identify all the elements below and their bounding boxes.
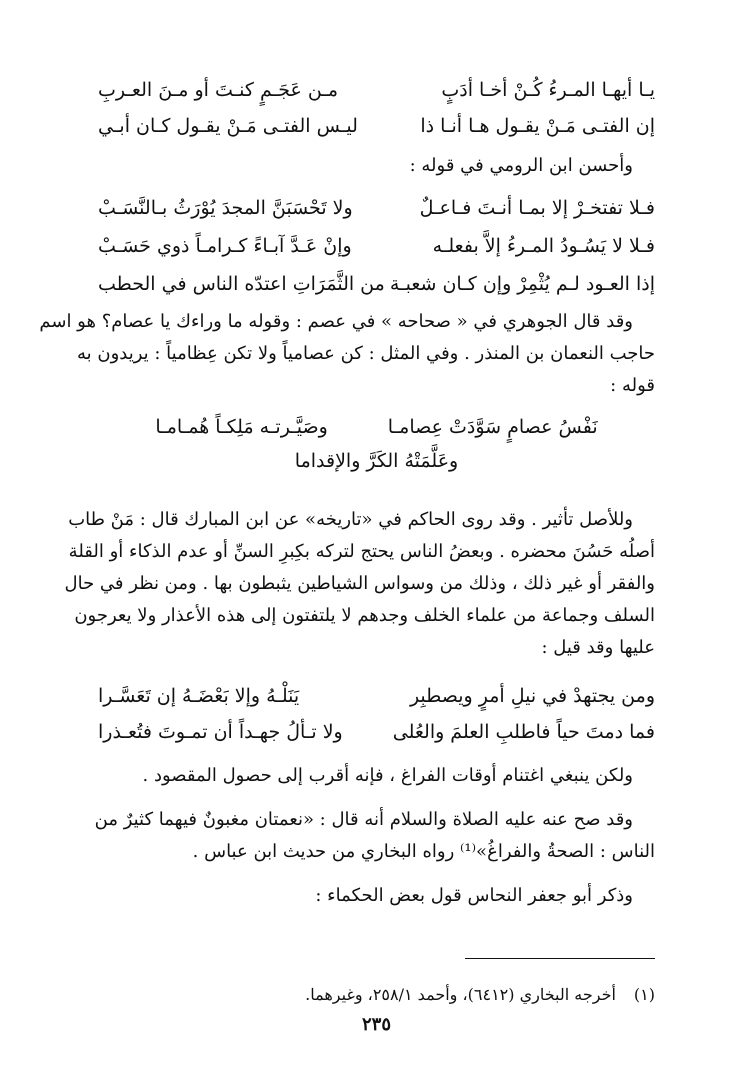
paragraph-line: وللأصل تأثير . وقد روى الحاكم في «تاريخه» عن ابن المبارك قال : مَنْ طاب xyxy=(68,509,633,530)
verse-single-hemistich: وعَلَّمَتْهُ الكَرَّ والإقداما xyxy=(294,450,459,472)
verse-first-hemistich: فما دمتَ حياً فاطلبِ العلمَ والعُلى xyxy=(392,721,655,743)
verse-second-hemistich: مـن عَجَـمٍ كنـتَ أو مـنَ العـربِ xyxy=(98,79,339,101)
verse-row xyxy=(98,714,655,750)
page-number: ٢٣٥ xyxy=(361,1014,391,1035)
verse-second-hemistich: ولا تَحْسَبَنَّ المجدَ يُوْرَثُ بـالنَّسَـبْ xyxy=(98,197,353,219)
verse-first-hemistich: يـا أيهـا المـرءُ كُـنْ أخـا أدَبٍ xyxy=(441,79,655,101)
verse-row xyxy=(98,410,655,444)
paragraph-line: وذكر أبو جعفر النحاس قول بعض الحكماء : xyxy=(315,885,633,906)
paragraph-line: السلف وجماعة من علماء الخلف وجدهم لا يلتفتون إلى هذه الأعذار ولا يعرجون xyxy=(74,605,655,626)
paragraph-line: عليها وقد قيل : xyxy=(541,637,655,658)
verse-first-hemistich: إذا العـود لـم يُثْمِرْ وإن كـان شعبـة xyxy=(389,273,655,295)
paragraph-line: حاجب النعمان بن المنذر . وفي المثل : كن عصامياً ولا تكن عِظامياً : يريدون به xyxy=(76,343,655,364)
verse-second-hemistich: وصَيَّـرتـه مَلِكـاً هُمـامـا xyxy=(155,416,328,438)
paragraph-line: قوله : xyxy=(610,375,655,396)
footnote xyxy=(95,980,655,1010)
verse-first-hemistich: فـلا لا يَسُـودُ المـرءُ إلاَّ بفعلـه xyxy=(432,235,655,257)
verse-row xyxy=(98,678,655,714)
verse-second-hemistich: وإنْ عَـدَّ آبـاءً كـرامـاً ذوي حَسَـبْ xyxy=(98,235,352,257)
verse-row xyxy=(98,72,655,108)
verse-first-hemistich: نَفْسُ عصامٍ سَوَّدَتْ عِصامـا xyxy=(387,416,598,438)
verse-second-hemistich: ليـس الفتـى مَـنْ يقـول كـان أبـي xyxy=(98,115,358,137)
verse-second-hemistich: من الثَّمَرَاتِ اعتدّه الناس في الحطب xyxy=(98,273,385,295)
paragraph-line: ولكن ينبغي اغتنام أوقات الفراغ ، فإنه أقرب إلى حصول المقصود . xyxy=(142,765,633,786)
paragraph-line: والفقر أو غير ذلك ، وذلك من وسواس الشياطين يثبطون بها . ومن نظر في حال xyxy=(64,573,655,594)
paragraph-line: الناس : الصحةُ والفراغُ»⁽¹⁾ رواه البخاري من حديث ابن عباس . xyxy=(192,841,655,862)
verse-row xyxy=(98,190,655,226)
verse-first-hemistich: فـلا تفتخـرْ إلا بمـا أنـتَ فـاعـلٌ xyxy=(419,197,655,219)
footnote-number: (١) xyxy=(633,985,655,1004)
verse-row xyxy=(98,266,655,302)
verse-first-hemistich: ومن يجتهدْ في نيلِ أمرٍ ويصطبِر xyxy=(409,685,655,707)
paragraph-line: وقد صح عنه عليه الصلاة والسلام أنه قال : «نعمتان مغبونٌ فيهما كثيرٌ من xyxy=(94,809,633,830)
verse-row xyxy=(98,108,655,144)
verse-first-hemistich: إن الفتـى مَـنْ يقـول هـا أنـا ذا xyxy=(420,115,655,137)
verse-second-hemistich: يَنَلْـهُ وإلا بَعْضَـهُ إن تَعَسَّـرا xyxy=(98,685,300,707)
paragraph-line: أصلُه حَسُنَ محضره . وبعضُ الناس يحتج لتركه بكِبرِ السنِّ أو عدم الذكاء أو القلة xyxy=(68,541,655,562)
verse-row xyxy=(98,228,655,264)
footnote-text: أخرجه البخاري (٦٤١٢)، وأحمد ٢٥٨/١، وغيرهما. xyxy=(305,985,616,1004)
paragraph-line: وقد قال الجوهري في « صحاحه » في عصم : وقوله ما وراءك يا عصام؟ هو اسم xyxy=(39,311,633,332)
footnote-divider xyxy=(465,958,655,959)
verse-second-hemistich: ولا تـألُ جهـداً أن تمـوتَ فتُعـذرا xyxy=(98,721,343,743)
intro-line: وأحسن ابن الرومي في قوله : xyxy=(409,155,633,176)
